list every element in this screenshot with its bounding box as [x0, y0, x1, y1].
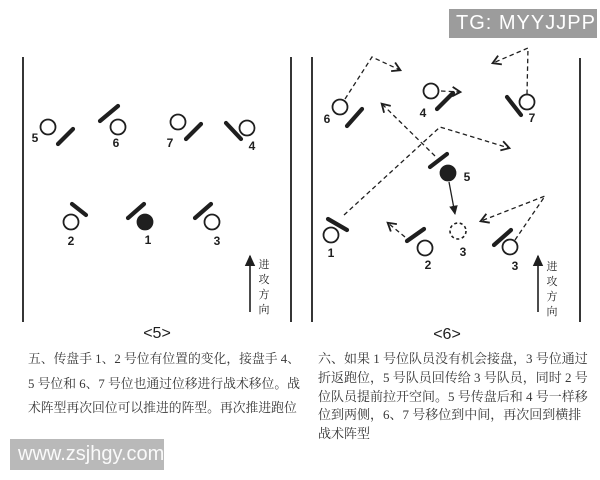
player-5-stick	[430, 154, 447, 167]
attack-char: 向	[258, 304, 270, 316]
player-3-target-circle	[450, 223, 466, 239]
player-2	[64, 204, 87, 248]
caption-figure-6	[318, 350, 588, 444]
caption-line: 战术阵型	[318, 426, 371, 442]
player-5	[32, 120, 73, 146]
player-4-stick	[226, 123, 241, 139]
run-route-player3	[481, 196, 545, 240]
player-6-circle	[111, 120, 126, 135]
attack-direction-6	[538, 256, 558, 318]
run-route-player2	[388, 223, 405, 237]
player-3	[494, 230, 519, 273]
attack-char: 进	[546, 261, 558, 273]
player-6-number: 6	[112, 136, 120, 150]
player-4-circle	[240, 121, 255, 136]
attack-char: 攻	[258, 274, 270, 286]
caption-line: 位队员提前拉开空间。5 号传盘后和 4 号一样移	[318, 388, 588, 404]
player-2-stick	[72, 204, 86, 215]
player-6-circle	[333, 100, 348, 115]
player-7	[167, 115, 201, 151]
player-4-number: 4	[419, 106, 427, 120]
court-5	[23, 57, 291, 342]
tg-badge: TG: MYYJJPP	[449, 9, 597, 38]
attack-char: 向	[546, 306, 558, 318]
attack-char: 进	[258, 259, 270, 271]
player-3-target-spot	[450, 223, 467, 259]
run-route-player7	[493, 48, 528, 94]
player-1-circle	[138, 215, 153, 230]
player-6-stick	[347, 109, 362, 126]
figure-6-label: <6>	[433, 326, 461, 343]
attack-char: 攻	[546, 276, 558, 288]
player-4-circle	[424, 84, 439, 99]
watermark: www.zsjhgy.com	[10, 439, 164, 470]
player-5-number: 5	[31, 131, 39, 145]
player-2	[407, 229, 433, 272]
player-4-stick	[437, 93, 453, 109]
caption-line: 术阵型再次回位可以推进的阵型。再次推进跑位	[28, 401, 297, 415]
player-5-stick	[58, 129, 73, 144]
attack-direction-5	[250, 256, 270, 316]
attack-char: 方	[258, 289, 270, 301]
run-route-player1	[344, 127, 509, 215]
player-6-number: 6	[323, 112, 331, 126]
run-route-player6	[345, 57, 400, 99]
player-7-number: 7	[166, 136, 174, 150]
player-3-target-number: 3	[459, 245, 467, 259]
caption-figure-5	[28, 347, 300, 421]
player-5-number: 5	[463, 170, 471, 184]
player-7	[507, 95, 536, 126]
player-2-number: 2	[67, 234, 75, 248]
player-7-stick	[507, 97, 521, 115]
player-3-circle	[503, 240, 518, 255]
player-1-number: 1	[327, 246, 335, 260]
player-6-stick	[100, 106, 118, 121]
player-6	[100, 106, 126, 150]
player-1-number: 1	[144, 233, 152, 247]
player-4-number: 4	[248, 139, 256, 153]
caption-line: 折返跑位，5 号队员回传给 3 号队员，同时 2 号	[318, 369, 588, 385]
player-1-handler	[128, 204, 153, 247]
run-route-player5	[382, 104, 435, 156]
caption-line: 六、如果 1 号位队员没有机会接盘，3 号位通过	[318, 351, 588, 366]
player-2-stick	[407, 229, 424, 241]
player-1	[324, 219, 348, 260]
court-6	[312, 48, 580, 343]
player-2-circle	[64, 215, 79, 230]
player-5-circle	[441, 166, 456, 181]
player-7-circle	[171, 115, 186, 130]
run-routes	[344, 48, 545, 240]
player-3	[195, 204, 221, 248]
run-route-player4	[441, 91, 460, 92]
player-5-circle	[41, 120, 56, 135]
figure-5-label: <5>	[143, 325, 171, 342]
pass-arrow-5-to-3	[449, 182, 455, 214]
caption-line: 五、传盘手 1、2 号位有位置的变化，接盘手 4、	[28, 352, 300, 366]
player-5-handler	[430, 154, 471, 184]
player-2-circle	[418, 241, 433, 256]
player-4	[420, 84, 453, 121]
attack-char: 方	[546, 291, 558, 303]
player-7-number: 7	[528, 111, 536, 125]
player-6	[324, 100, 362, 127]
player-2-number: 2	[424, 258, 432, 272]
player-3-number: 3	[511, 259, 519, 273]
player-3-circle	[205, 215, 220, 230]
player-4	[226, 121, 256, 154]
caption-line: 位到两侧，6、7 号移位到中间，再次回到横排	[318, 407, 582, 423]
player-1-circle	[324, 228, 339, 243]
player-7-circle	[520, 95, 535, 110]
caption-line: 5 号位和 6、7 号位也通过位移进行战术移位。战	[28, 376, 300, 391]
player-3-number: 3	[213, 234, 221, 248]
player-7-stick	[186, 124, 201, 139]
